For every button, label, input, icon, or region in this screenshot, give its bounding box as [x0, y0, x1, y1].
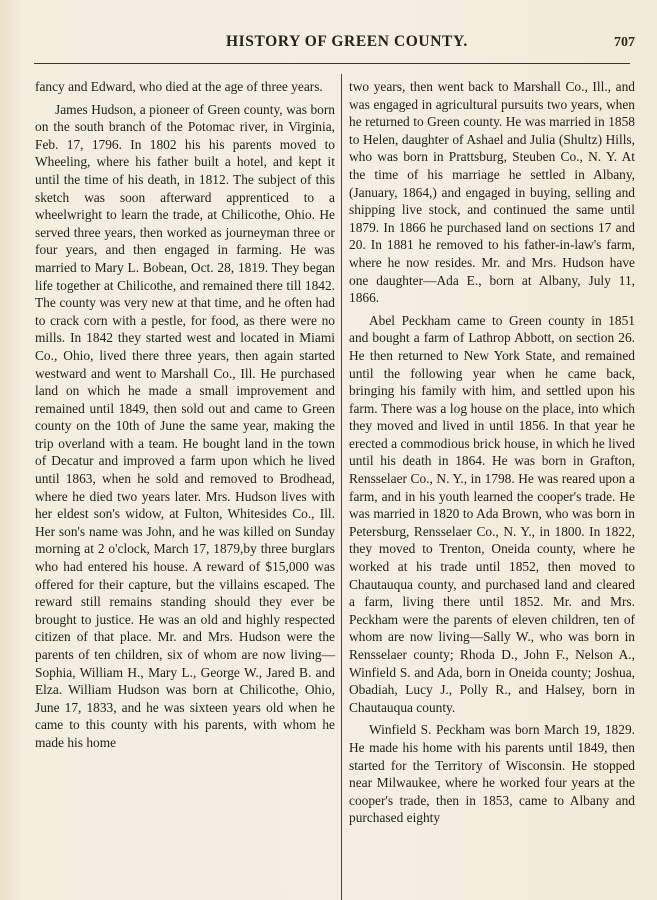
running-header: HISTORY OF GREEN COUNTY. — [226, 33, 468, 50]
header-rule — [34, 63, 630, 64]
left-column — [35, 78, 335, 757]
paragraph: James Hudson, a pioneer of Green county, was born on the south branch of the Potomac river, in Virginia, Feb. 17, 1796. In 1802 his his parents moved to Wheeling, where his father built a hotel, and kept it until the time of his death, in 1812. The subject of this sketch was soon afterward apprenticed to a wheelwright to learn the trade, at Chilicothe, Ohio. He served three years, then worked as journeyman three or four years, and then engaged in farming. He was married to Mary L. Bobean, Oct. 28, 1819. They began life together at Chilicothe, and remained there till 1842. The county was very new at that time, and he often had to crack corn with a pestle, for food, as there were no mills. In 1842 they started west and located in Miami Co., Ohio, lived there three years, then again started westward and went to Marshall Co., Ill. He purchased land on which he made a small improvement and remained until 1849, then sold out and came to Green county on the 10th of June the same year, making the trip overland with a team. He bought land in the town of Decatur and improved a farm upon which he lived until 1863, when he sold and removed to Brodhead, where he died two years later. Mrs. Hudson lives with her eldest son's widow, at Fulton, Whitesides Co., Ill. Her son's name was John, and he was killed on Sunday morning at 2 o'clock, March 17, 1879,by three burglars who had entered his house. A reward of $15,000 was offered for their capture, but the villains escaped. The reward still remains standing should they ever be brought to justice. He was an old and highly respected citizen of that place. Mr. and Mrs. Hudson were the parents of ten children, six of whom are now living—Sophia, William H., Mary L., George W., Jared B. and Elza. William Hudson was born at Chilicothe, Ohio, June 17, 1833, and he was sixteen years old when he came to this county with his parents, with whom he made his home — [35, 101, 335, 750]
paragraph: fancy and Edward, who died at the age of three years. — [35, 79, 323, 94]
page-number: 707 — [614, 35, 635, 50]
paragraph: two years, then went back to Marshall Co., Ill., and was engaged in agricultural pursuits two years, when he returned to Green county. He was married in 1858 to Helen, daughter of Ashael and Julia (Shultz) Hills, who was born in Prattsburg, Steuben Co., N. Y. At the time of his marriage he settled in Albany, (January, 1864,) and engaged in buying, selling and shipping live stock, and continued the same until 1879. In 1866 he purchased land on sections 17 and 20. In 1881 he removed to his father-in-law's farm, where he now resides. Mr. and Mrs. Hudson have one daughter—Ada E., born at Albany, July 11, 1866. — [349, 79, 635, 306]
right-column — [349, 78, 635, 832]
paragraph: Winfield S. Peckham was born March 19, 1829. He made his home with his parents until 1849, then started for the Territory of Wisconsin. He stopped near Milwaukee, where he worked four years at the cooper's trade, then in 1853, came to Albany and purchased eighty — [349, 722, 635, 826]
column-divider — [341, 74, 342, 900]
paragraph: Abel Peckham came to Green county in 1851 and bought a farm of Lathrop Abbott, on section 26. He then returned to New York State, and remained until the following year when he came back, bringing his family with him, and settled upon his farm. There was a log house on the place, into which they moved and lived in until 1856. In that year he erected a commodious brick house, in which he lived until his death in 1864. He was born in Grafton, Rensselaer Co., N. Y., in 1798. He was reared upon a farm, and in his youth learned the cooper's trade. He was married in 1820 to Ada Brown, who was born in Petersburg, Rensselaer Co., N. Y., in 1800. In 1822, they moved to Trenton, Oneida county, where he worked at his trade until 1852, then moved to Chautauqua county, and purchased land and cleared a farm, living there until 1852. Mr. and Mrs. Peckham were the parents of eleven children, ten of whom are now living—Sally W., who was born in Rensselaer county; Rhoda D., John F., Nelson A., Winfield S. and Ada, born in Oneida county; Joshua, Obadiah, Lucy J., Polly R., and Halsey, born in Chautauqua county. — [349, 312, 635, 715]
